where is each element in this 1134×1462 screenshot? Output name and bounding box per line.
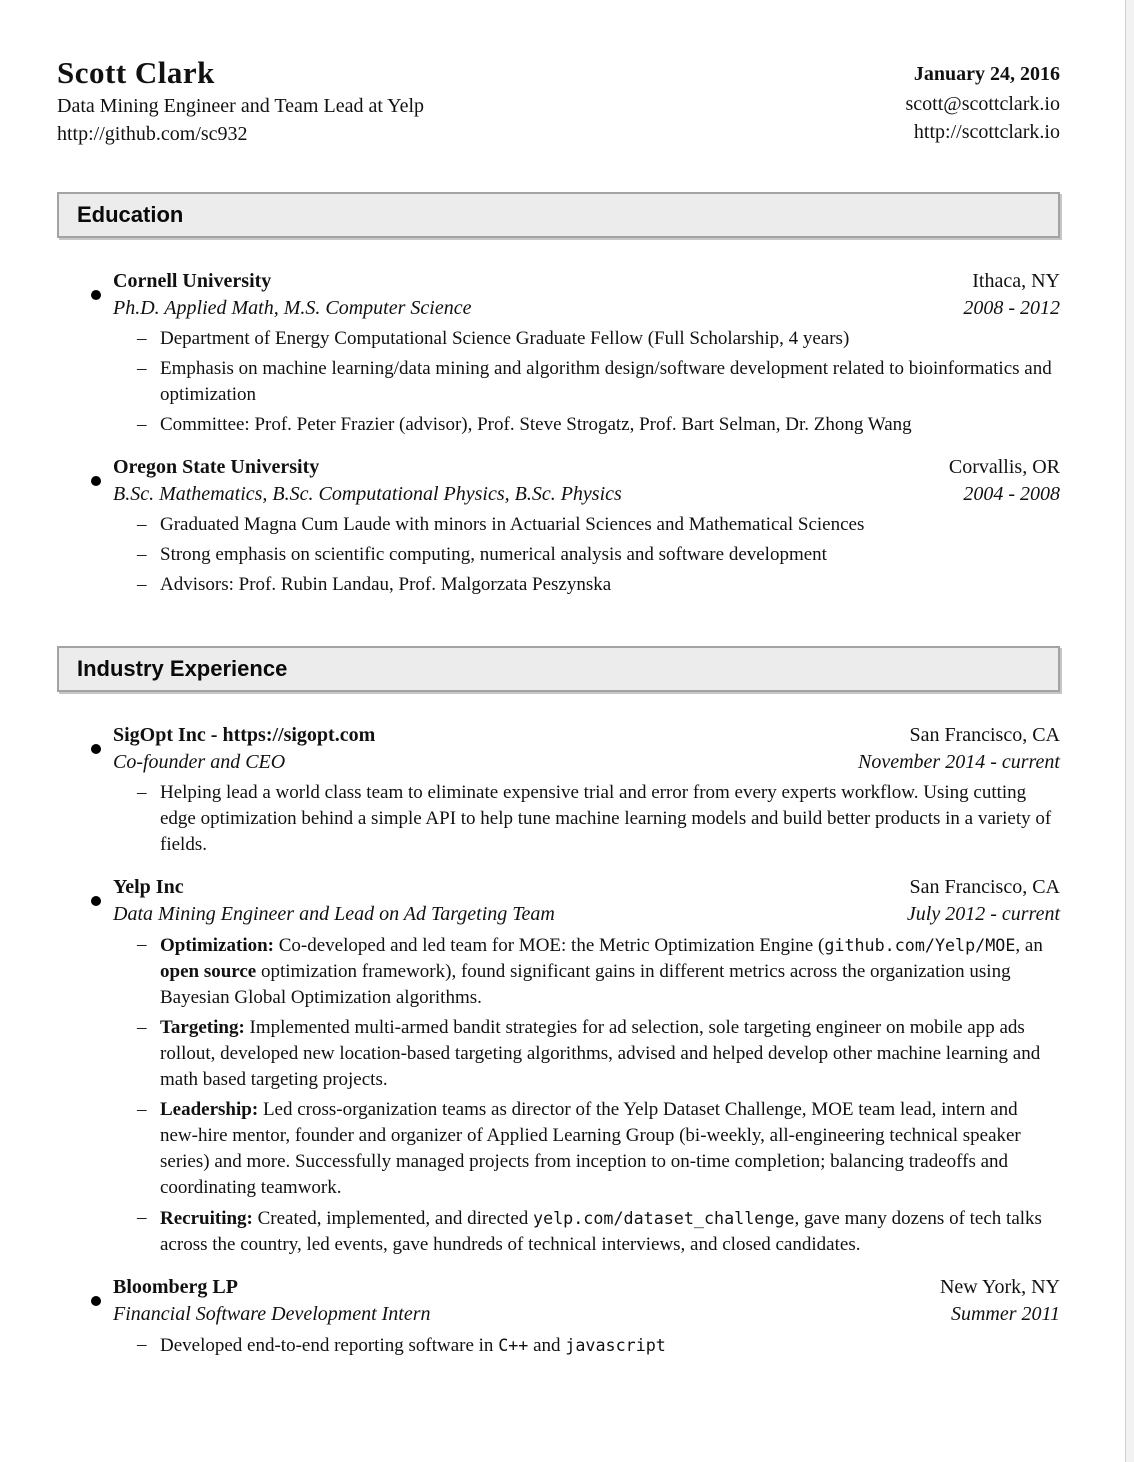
section-title: Education — [77, 202, 184, 227]
detail-text: Targeting: — [160, 1017, 245, 1038]
detail-text: Optimization: — [160, 935, 274, 956]
detail-text: github.com/Yelp/MOE — [824, 935, 1016, 955]
person-role: Data Mining Engineer and Team Lead at Yelp — [57, 95, 425, 117]
dash-icon: – — [137, 514, 147, 535]
entry-name: Bloomberg LP — [113, 1276, 238, 1298]
detail-text: Developed end-to-end reporting software in — [160, 1335, 499, 1356]
detail-item — [113, 542, 1060, 568]
entry-subtitle-row — [113, 749, 1060, 776]
entry-title-row — [113, 1274, 1060, 1301]
detail-text: Committee: Prof. Peter Frazier (advisor), Prof. Steve Strogatz, Prof. Bart Selman, Dr. Zhong Wang — [160, 414, 912, 435]
section-header-education — [57, 192, 1060, 238]
detail-text: open source — [160, 961, 257, 982]
entry-role: B.Sc. Mathematics, B.Sc. Computational Physics, B.Sc. Physics — [113, 483, 622, 505]
entry-bullet-icon — [91, 476, 101, 486]
entry-role: Co-founder and CEO — [113, 751, 286, 773]
entry-location: Corvallis, OR — [948, 456, 1060, 478]
detail-text: Recruiting: — [160, 1208, 253, 1229]
dash-icon: – — [137, 934, 147, 955]
entry-title-row — [113, 268, 1060, 295]
detail-text: Helping lead a world class team to eliminate expensive trial and error from every experts workflow. Using cutting edge optimization behind a simple API to help tune machine learning models and build better products in a variety of fields. — [160, 782, 1052, 855]
entry-bullet-icon — [91, 290, 101, 300]
entry-yelp-inc — [57, 874, 1060, 1258]
entry-subtitle-row — [113, 901, 1060, 928]
entry-name: Oregon State University — [113, 456, 320, 478]
entry-cornell-university — [57, 268, 1060, 438]
detail-text: optimization framework), found significant gains in different metrics across the organization using Bayesian Global Optimization algorithms. — [160, 961, 1011, 1008]
detail-item — [113, 932, 1060, 1011]
detail-text: and — [528, 1335, 566, 1356]
dash-icon: – — [137, 782, 147, 803]
detail-item — [113, 1205, 1060, 1258]
section-entries — [57, 268, 1060, 598]
entry-subtitle-row — [113, 1301, 1060, 1328]
dash-icon: – — [137, 414, 147, 435]
scrollbar[interactable] — [1125, 0, 1134, 1462]
website-link[interactable]: http://scottclark.io — [913, 121, 1060, 143]
entry-role: Ph.D. Applied Math, M.S. Computer Science — [113, 297, 472, 319]
detail-item — [113, 1332, 1060, 1359]
entry-role: Financial Software Development Intern — [113, 1303, 431, 1325]
detail-text: yelp.com/dataset_challenge — [533, 1208, 795, 1228]
entry-location: San Francisco, CA — [909, 724, 1060, 746]
entry-oregon-state-university — [57, 454, 1060, 598]
detail-item — [113, 326, 1060, 352]
entry-title-row — [113, 874, 1060, 901]
section-header-industry-experience — [57, 646, 1060, 692]
detail-text: , gave many dozens of tech talks across the country, led events, gave hundreds of technical interviews, and closed candidates. — [160, 1208, 1042, 1255]
entry-title-row — [113, 722, 1060, 749]
entry-bullet-icon — [91, 1296, 101, 1306]
detail-item — [113, 512, 1060, 538]
detail-text: Emphasis on machine learning/data mining and algorithm design/software development related to bioinformatics and optimization — [160, 358, 1052, 405]
detail-item — [113, 412, 1060, 438]
detail-text: Strong emphasis on scientific computing, numerical analysis and software development — [160, 544, 827, 565]
detail-item — [113, 780, 1060, 858]
entry-subtitle-row — [113, 295, 1060, 322]
entry-dates: 2008 - 2012 — [963, 297, 1060, 319]
section-title: Industry Experience — [77, 656, 288, 681]
email-link[interactable]: scott@scottclark.io — [905, 93, 1060, 115]
entry-name: Yelp Inc — [113, 876, 184, 898]
detail-item — [113, 1015, 1060, 1093]
entry-bloomberg-lp — [57, 1274, 1060, 1359]
github-link[interactable]: http://github.com/sc932 — [57, 123, 248, 145]
detail-item — [113, 572, 1060, 598]
dash-icon: – — [137, 328, 147, 349]
dash-icon: – — [137, 574, 147, 595]
entry-name: Cornell University — [113, 270, 272, 292]
detail-text: Implemented multi-armed bandit strategies for ad selection, sole targeting engineer on mobile app ads rollout, developed new location-based targeting algorithms, advised and helped develop other machine learning and math based targeting projects. — [160, 1017, 1041, 1090]
dash-icon: – — [137, 1207, 147, 1228]
dash-icon: – — [137, 1017, 147, 1038]
detail-text: Advisors: Prof. Rubin Landau, Prof. Malgorzata Peszynska — [160, 574, 612, 595]
dash-icon: – — [137, 358, 147, 379]
detail-text: Department of Energy Computational Science Graduate Fellow (Full Scholarship, 4 years) — [160, 328, 850, 349]
entry-bullet-icon — [91, 896, 101, 906]
dash-icon: – — [137, 1099, 147, 1120]
dash-icon: – — [137, 544, 147, 565]
entry-dates: 2004 - 2008 — [963, 483, 1060, 505]
entry-location: San Francisco, CA — [909, 876, 1060, 898]
detail-text: javascript — [565, 1335, 666, 1355]
person-name: Scott Clark — [57, 55, 215, 90]
entry-bullet-icon — [91, 744, 101, 754]
resume-date: January 24, 2016 — [913, 63, 1060, 85]
section-entries — [57, 722, 1060, 1359]
entry-dates: November 2014 - current — [858, 751, 1060, 773]
resume-body — [57, 192, 1060, 1359]
entry-title-row — [113, 454, 1060, 481]
detail-text: Co-developed and led team for MOE: the Metric Optimization Engine ( — [274, 935, 825, 956]
section-industry-experience — [57, 646, 1060, 1359]
detail-text: Graduated Magna Cum Laude with minors in Actuarial Sciences and Mathematical Sciences — [160, 514, 865, 535]
dash-icon: – — [137, 1334, 147, 1355]
entry-subtitle-row — [113, 481, 1060, 508]
entry-dates: Summer 2011 — [950, 1303, 1060, 1325]
resume-header — [57, 54, 1060, 148]
section-education — [57, 192, 1060, 598]
detail-text: Led cross-organization teams as director of the Yelp Dataset Challenge, MOE team lead, intern and new-hire mentor, founder and organizer of Applied Learning Group (bi-weekly, all-engineering technical speaker series) and more. Successfully managed projects from inception to on-time completion; balancing tradeoffs and coordinating teamwork. — [160, 1099, 1021, 1198]
entry-name[interactable]: SigOpt Inc - https://sigopt.com — [113, 724, 376, 746]
header-right-column — [906, 54, 1061, 146]
entry-sigopt-inc-https-sigopt-com — [57, 722, 1060, 858]
detail-item — [113, 356, 1060, 408]
entry-dates: July 2012 - current — [906, 903, 1060, 925]
entry-role: Data Mining Engineer and Lead on Ad Targeting Team — [113, 903, 555, 925]
detail-text: Leadership: — [160, 1099, 259, 1120]
detail-text: , an — [1015, 935, 1043, 956]
detail-item — [113, 1097, 1060, 1201]
detail-text: C++ — [498, 1335, 529, 1355]
entry-location: New York, NY — [939, 1276, 1060, 1298]
detail-text: Created, implemented, and directed — [252, 1208, 534, 1229]
entry-location: Ithaca, NY — [972, 270, 1060, 292]
header-left-column — [57, 54, 424, 148]
